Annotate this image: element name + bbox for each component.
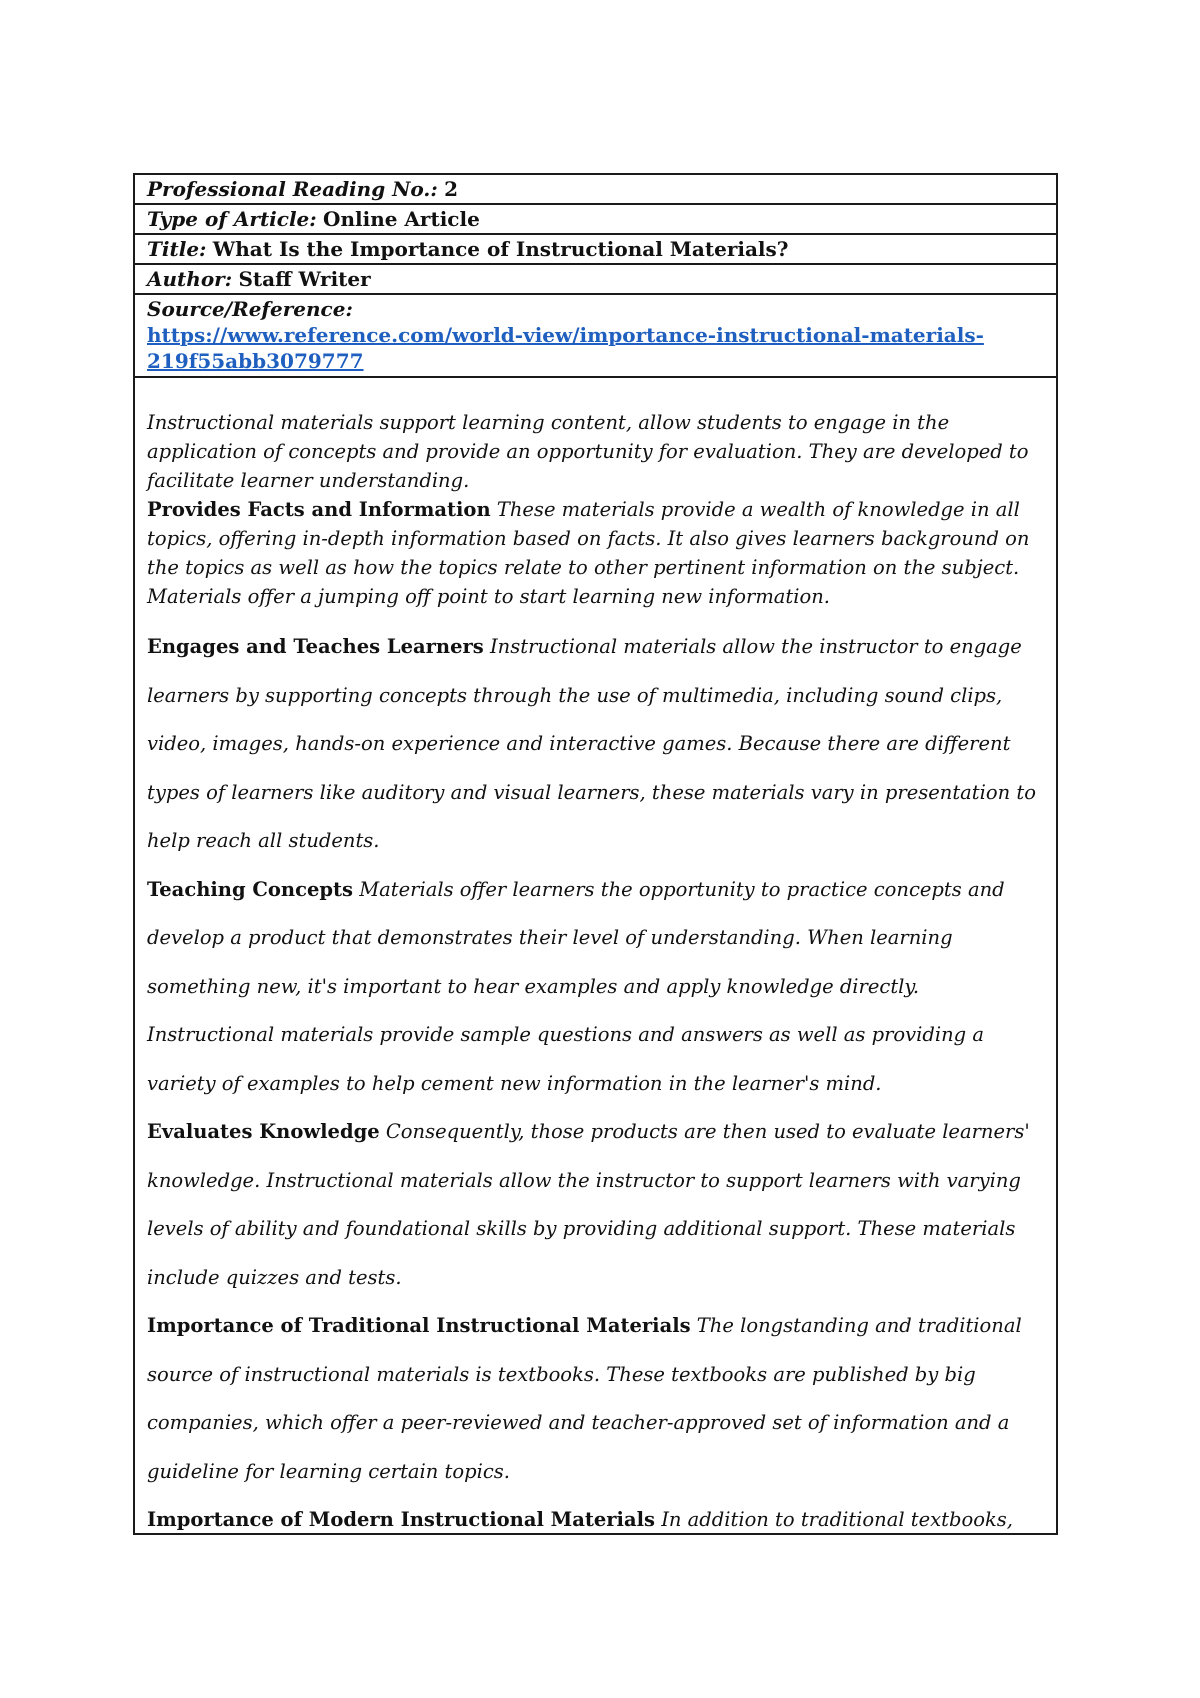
reading-number-value: 2 <box>444 177 459 201</box>
teaching-paragraph <box>147 866 1044 1109</box>
intro-line: application of concepts and provide an opportunity for evaluation. They are developed to <box>147 440 1029 463</box>
evaluates-line: Consequently, those products are then used to evaluate learners' <box>385 1120 1030 1143</box>
engages-heading: Engages and Teaches Learners <box>147 635 484 658</box>
evaluates-line: include quizzes and tests. <box>147 1265 402 1289</box>
traditional-paragraph <box>147 1302 1044 1496</box>
teaching-line: something new, it's important to hear examples and apply knowledge directly. <box>147 974 920 998</box>
title-value: What Is the Importance of Instructional Materials? <box>212 237 789 261</box>
engages-line: help reach all students. <box>147 829 380 852</box>
evaluates-line: levels of ability and foundational skills by providing additional support. These materials <box>147 1217 1016 1240</box>
evaluates-paragraph <box>147 1108 1044 1302</box>
traditional-line: companies, which offer a peer-reviewed and teacher-approved set of information and a <box>147 1411 1010 1434</box>
author-row <box>135 265 1056 295</box>
article-type-row <box>135 205 1056 235</box>
engages-line: learners by supporting concepts through the use of multimedia, including sound clips, <box>147 683 1003 707</box>
teaching-line: Materials offer learners the opportunity to practice concepts and <box>359 877 1005 901</box>
facts-line: These materials provide a wealth of knowledge in all <box>496 498 1020 521</box>
teaching-line: develop a product that demonstrates their level of understanding. When learning <box>147 926 953 949</box>
source-row <box>135 295 1056 378</box>
facts-line: the topics as well as how the topics relate to other pertinent information on the subject. <box>147 556 1020 579</box>
author-label: Author: <box>147 267 233 291</box>
engages-line: Instructional materials allow the instructor to engage <box>489 635 1022 658</box>
engages-paragraph <box>147 623 1044 866</box>
facts-paragraph <box>147 495 1044 611</box>
modern-line: In addition to traditional textbooks, <box>661 1508 1013 1531</box>
modern-paragraph <box>147 1496 1044 1533</box>
source-link[interactable] <box>147 322 1044 374</box>
reading-number-label: Professional Reading No.: <box>147 177 438 201</box>
intro-paragraph <box>147 408 1044 495</box>
title-label: Title: <box>147 237 207 261</box>
engages-line: video, images, hands-on experience and interactive games. Because there are different <box>147 732 1011 755</box>
modern-heading: Importance of Modern Instructional Materials <box>147 1508 655 1531</box>
source-label: Source/Reference: <box>147 297 353 321</box>
reading-table <box>133 173 1058 1535</box>
facts-line: topics, offering in-depth information based on facts. It also gives learners background on <box>147 527 1030 550</box>
teaching-heading: Teaching Concepts <box>147 877 353 901</box>
article-body <box>135 378 1056 1533</box>
traditional-line: The longstanding and traditional <box>696 1314 1022 1337</box>
teaching-line: Instructional materials provide sample questions and answers as well as providing a <box>147 1023 984 1046</box>
evaluates-heading: Evaluates Knowledge <box>147 1120 380 1143</box>
traditional-line: source of instructional materials is textbooks. These textbooks are published by big <box>147 1362 976 1386</box>
source-link-line-2: 219f55abb3079777 <box>147 349 364 373</box>
source-link-line-1: https://www.reference.com/world-view/importance-instructional-materials- <box>147 323 984 347</box>
reading-number-row <box>135 175 1056 205</box>
article-type-label: Type of Article: <box>147 207 317 231</box>
intro-line: facilitate learner understanding. <box>147 469 470 492</box>
facts-line: Materials offer a jumping off point to start learning new information. <box>147 585 831 608</box>
evaluates-line: knowledge. Instructional materials allow the instructor to support learners with varying <box>147 1168 1021 1192</box>
facts-heading: Provides Facts and Information <box>147 498 491 521</box>
engages-line: types of learners like auditory and visual learners, these materials vary in presentation to <box>147 780 1036 804</box>
traditional-heading: Importance of Traditional Instructional Materials <box>147 1314 691 1337</box>
title-row <box>135 235 1056 265</box>
intro-line: Instructional materials support learning content, allow students to engage in the <box>147 411 950 434</box>
traditional-line: guideline for learning certain topics. <box>147 1459 510 1483</box>
author-value: Staff Writer <box>238 267 371 291</box>
teaching-line: variety of examples to help cement new information in the learner's mind. <box>147 1071 882 1095</box>
article-type-value: Online Article <box>323 207 480 231</box>
